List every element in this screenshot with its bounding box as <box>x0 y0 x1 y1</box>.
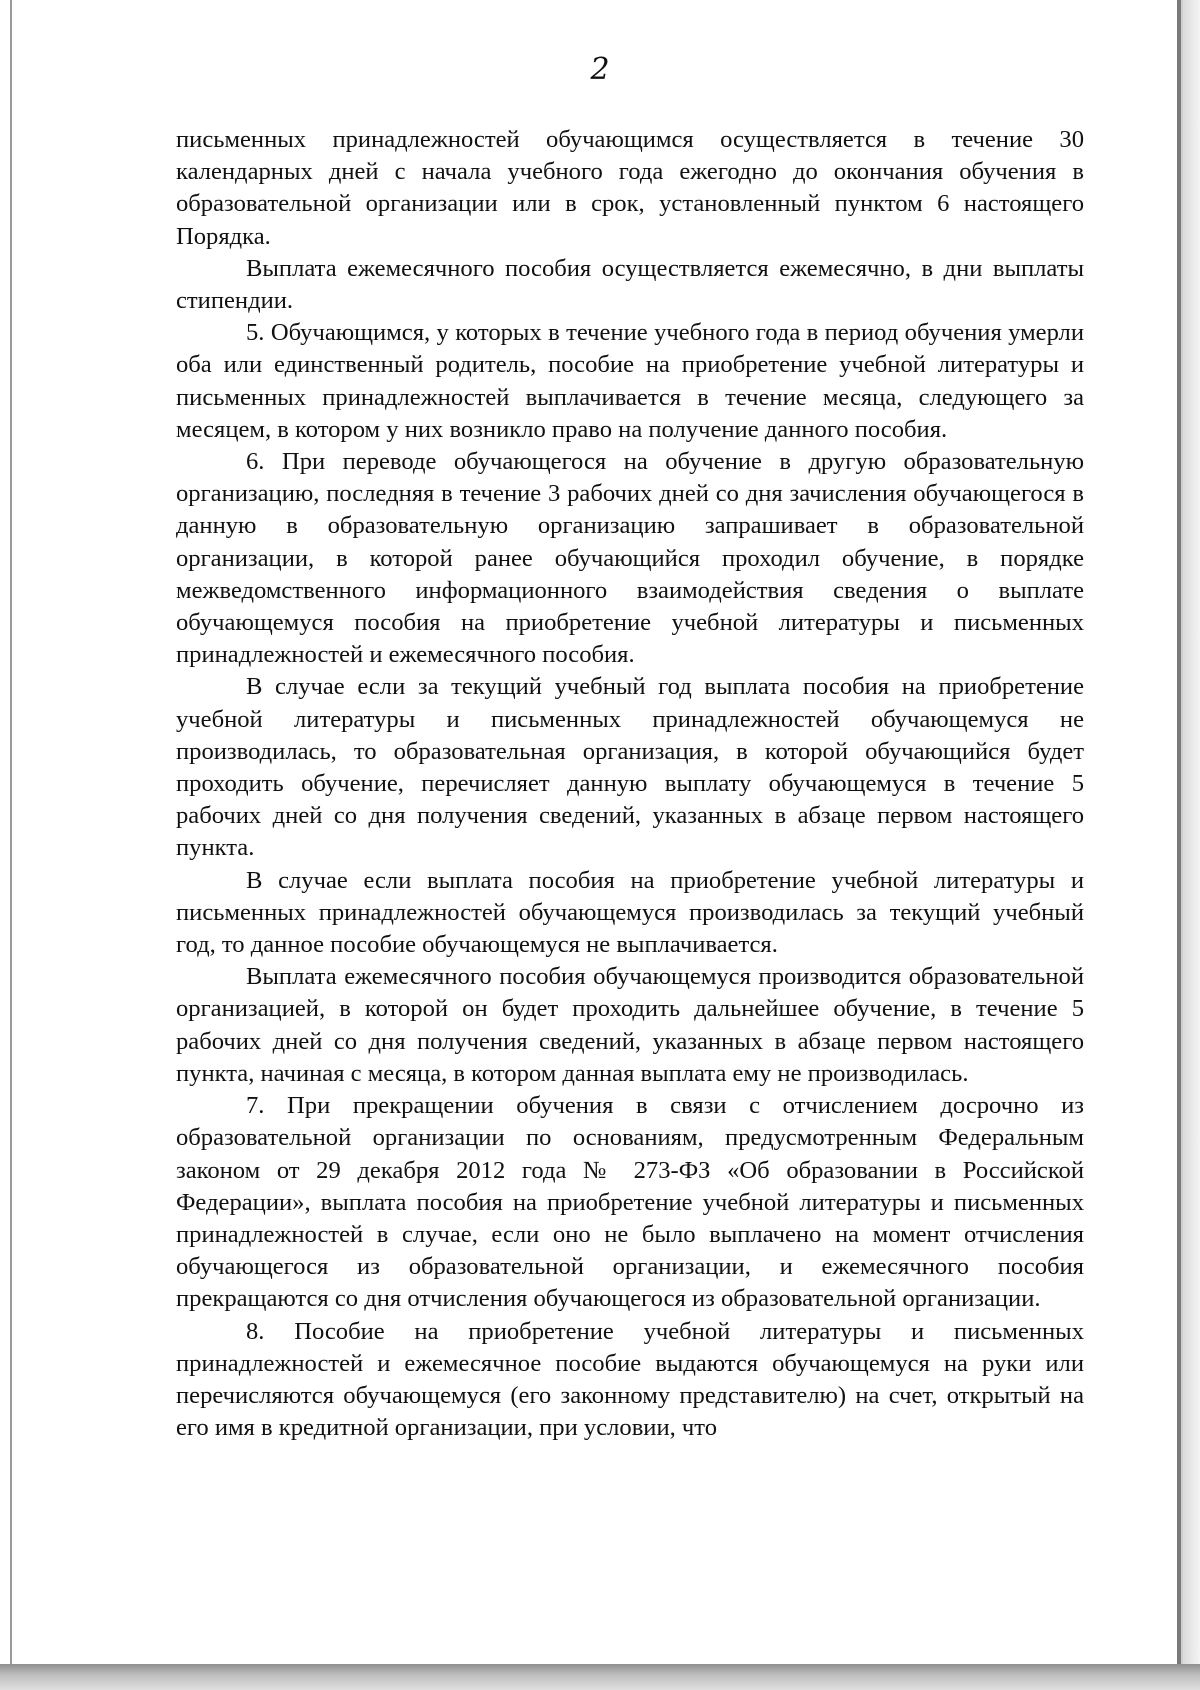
paragraph-continuation: письменных принадлежностей обучающимся осуществляется в течение 30 календарных дней с начала учебного года ежегодно до окончания обучения в образовательной организации или в срок, установленный пунктом 6 настоящего Порядка. <box>176 126 1084 250</box>
paragraph-item-6-monthly: Выплата ежемесячного пособия обучающемуся производится образовательной организацией, в которой он будет проходить дальнейшее обучение, в течение 5 рабочих дней со дня получения сведений, указанных в абзаце первом настоящего пункта, начиная с месяца, в котором данная выплата ему не производилась. <box>176 963 1084 1087</box>
paragraph-item-6: 6. При переводе обучающегося на обучение в другую образовательную организацию, последняя в течение 3 рабочих дней со дня зачисления обучающегося в данную в образовательную организацию запрашивает в образовательной организации, в которой ранее обучающийся проходил обучение, в порядке межведомственного информационного взаимодействия сведения о выплате обучающемуся пособия на приобретение учебной литературы и письменных принадлежностей и ежемесячного пособия. <box>176 448 1084 669</box>
paragraph-item-5: 5. Обучающимся, у которых в течение учебного года в период обучения умерли оба или единственный родитель, пособие на приобретение учебной литературы и письменных принадлежностей выплачивается в течение месяца, следующего за месяцем, в котором у них возникло право на получение данного пособия. <box>176 319 1084 443</box>
scan-bottom-edge <box>0 1664 1200 1690</box>
paragraph-item-6-case-2: В случае если выплата пособия на приобретение учебной литературы и письменных принадлежностей обучающемуся производилась за текущий учебный год, то данное пособие обучающемуся не выплачивается. <box>176 866 1084 959</box>
document-body <box>176 124 1084 1444</box>
paragraph-item-8: 8. Пособие на приобретение учебной литературы и письменных принадлежностей и ежемесячное пособие выдаются обучающемуся на руки или перечисляются обучающемуся (его законному представителю) на счет, открытый на его имя в кредитной организации, при условии, что <box>176 1317 1084 1442</box>
paragraph-monthly-payment: Выплата ежемесячного пособия осуществляется ежемесячно, в дни выплаты стипендии. <box>176 254 1084 315</box>
paragraph-item-7: 7. При прекращении обучения в связи с отчислением досрочно из образовательной организации по основаниям, предусмотренным Федеральным законом от 29 декабря 2012 года № 273-ФЗ «Об образовании в Российской Федерации», выплата пособия на приобретение учебной литературы и письменных принадлежностей в случае, если оно не было выплачено на момент отчисления обучающегося из образовательной организации, и ежемесячного пособия прекращаются со дня отчисления обучающегося из образовательной организации. <box>176 1092 1084 1313</box>
page-number: 2 <box>590 52 610 87</box>
paragraph-item-6-case-1: В случае если за текущий учебный год выплата пособия на приобретение учебной литературы и письменных принадлежностей обучающемуся не производилась, то образовательная организация, в которой обучающийся будет проходить обучение, перечисляет данную выплату обучающемуся в течение 5 рабочих дней со дня получения сведений, указанных в абзаце первом настоящего пункта. <box>176 673 1084 862</box>
scan-right-edge <box>1181 0 1200 1690</box>
